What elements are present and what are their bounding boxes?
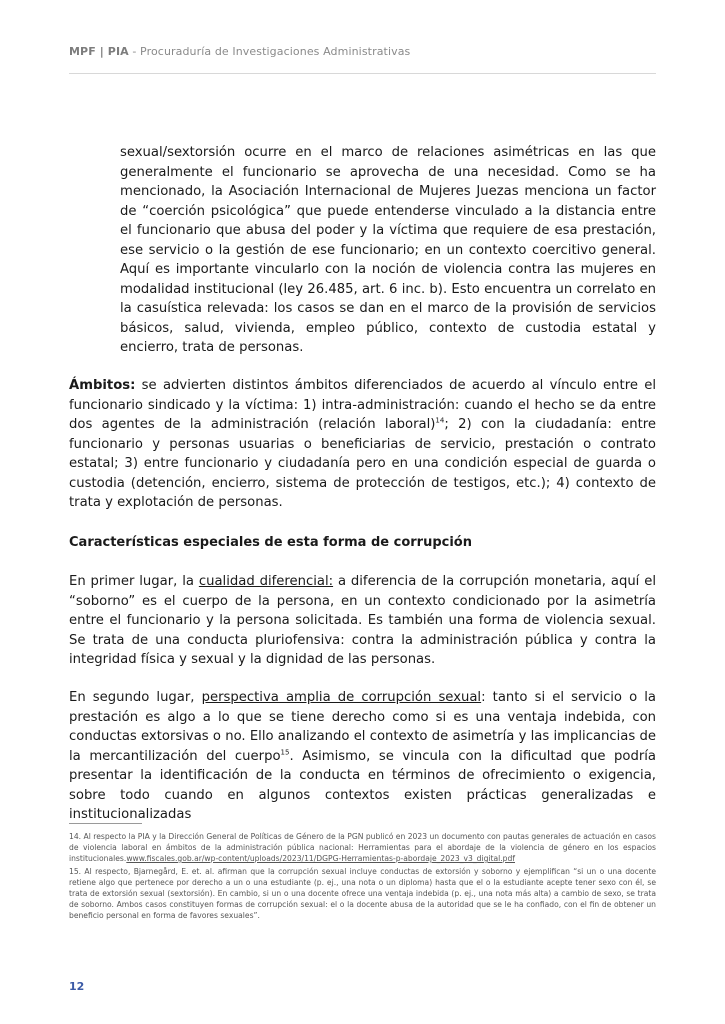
header-subtitle: - Procuraduría de Investigaciones Administrativas	[128, 45, 411, 58]
page-header	[69, 45, 656, 58]
cualidad-paragraph	[69, 572, 656, 670]
p3-text-b: a diferencia de la corrupción monetaria, aquí el “soborno” es el cuerpo de la persona, en un contexto condicionado por la asimetría entre el funcionario y la persona solicitada. Es también una forma de violencia sexual. Se trata de una conducta pluriofensiva: contra la administración pública y contra la integridad física y sexual y la dignidad de las personas.	[69, 574, 656, 667]
footnote-14-link[interactable]: www.fiscales.gob.ar/wp-content/uploads/2023/11/DGPG-Herramientas-p-abordaje_2023_v3_digital.pdf	[126, 854, 515, 863]
header-divider	[69, 73, 656, 74]
footnote-14-text: 14. Al respecto la PIA y la Dirección General de Políticas de Género de la PGN publicó en 2023 un documento con pautas generales de actuación en casos de violencia laboral en ámbitos de la administración pública nacional: Herramientas para el abordaje de la violencia de género en los espacios institucionales.	[69, 832, 656, 863]
ambitos-paragraph	[69, 376, 656, 513]
indented-paragraph: sexual/sextorsión ocurre en el marco de relaciones asimétricas en las que generalmente el funcionario se aprovecha de una necesidad. Como se ha mencionado, la Asociación Internacional de Mujeres Juezas menciona un factor de “coerción psicológica” que puede entenderse vinculado a la distancia entre el funcionario que abusa del poder y la víctima que requiere de esa prestación, ese servicio o la gestión de ese funcionario; en un contexto coercitivo general. Aquí es importante vincularlo con la noción de violencia contra las mujeres en modalidad institucional (ley 26.485, art. 6 inc. b). Esto encuentra un correlato en la casuística relevada: los casos se dan en el marco de la provisión de servicios básicos, salud, vivienda, empleo público, contexto de custodia estatal y encierro, trata de personas.	[120, 145, 656, 355]
ambitos-text-a: se advierten distintos ámbitos diferenciados de acuerdo al vínculo entre el funcionario sindicado y la víctima: 1) intra-administración: cuando el hecho se da entre dos agentes de la administración (relación laboral)	[69, 378, 656, 432]
section-title: Características especiales de esta forma de corrupción	[69, 535, 472, 550]
footnote-15: 15. Al respecto, Bjarnegård, E. et. al. afirman que la corrupción sexual incluye conductas de extorsión y soborno y ejemplifican “si un o una docente retiene algo que pertenece por derecho a un o una estudiante (p. ej., una nota o un diploma) hasta que el o la estudiante acepte tener sexo con él, se trata de extorsión sexual (sextorsión). En cambio, si un o una docente ofrece una ventaja indebida (p. ej., una nota más alta) a cambio de sexo, se trata de soborno. Ambos casos constituyen formas de corrupción sexual: el o la docente abusa de la autoridad que se le ha confiado, con el fin de obtener un beneficio personal en forma de favores sexuales”.	[69, 867, 656, 920]
ambitos-label: Ámbitos:	[69, 378, 136, 393]
p4-text-a: En segundo lugar,	[69, 690, 202, 705]
p4-text-b: : tanto si el servicio o la prestación es algo a lo que se tiene derecho como si es una ventaja indebida, con conductas extorsivas o no. Ello analizando el contexto de asimetría y las implicancias de la mercantilización del cuerpo	[69, 690, 656, 764]
cualidad-diferencial-term: cualidad diferencial:	[198, 574, 334, 589]
ambitos-text-b: ; 2) con la ciudadanía: entre funcionario y personas usuarias o beneficiarias de servicio, prestación o contrato estatal; 3) entre funcionario y ciudadanía pero en una condición especial de guarda o custodia (detención, encierro, sistema de protección de testigos, etc.); 4) contexto de trata y explotación de personas.	[69, 417, 656, 510]
perspectiva-paragraph	[69, 688, 656, 825]
perspectiva-amplia-term: perspectiva amplia de corrupción sexual	[201, 690, 482, 705]
p4-text-c: . Asimismo, se vincula con la dificultad que podría presentar la identificación de la conducta en términos de ofrecimiento o exigencia, sobre todo cuando en algunos contextos existen prácticas generalizadas e institucionalizadas	[69, 748, 657, 822]
p3-text-a: En primer lugar, la	[69, 574, 199, 589]
footnote-ref-15[interactable]: 15	[280, 748, 290, 757]
footnote-14	[69, 831, 656, 864]
page-number: 12	[69, 980, 85, 993]
header-brand: MPF | PIA	[69, 45, 129, 58]
footnote-ref-14[interactable]: 14	[435, 416, 445, 425]
footnote-divider	[69, 823, 142, 824]
